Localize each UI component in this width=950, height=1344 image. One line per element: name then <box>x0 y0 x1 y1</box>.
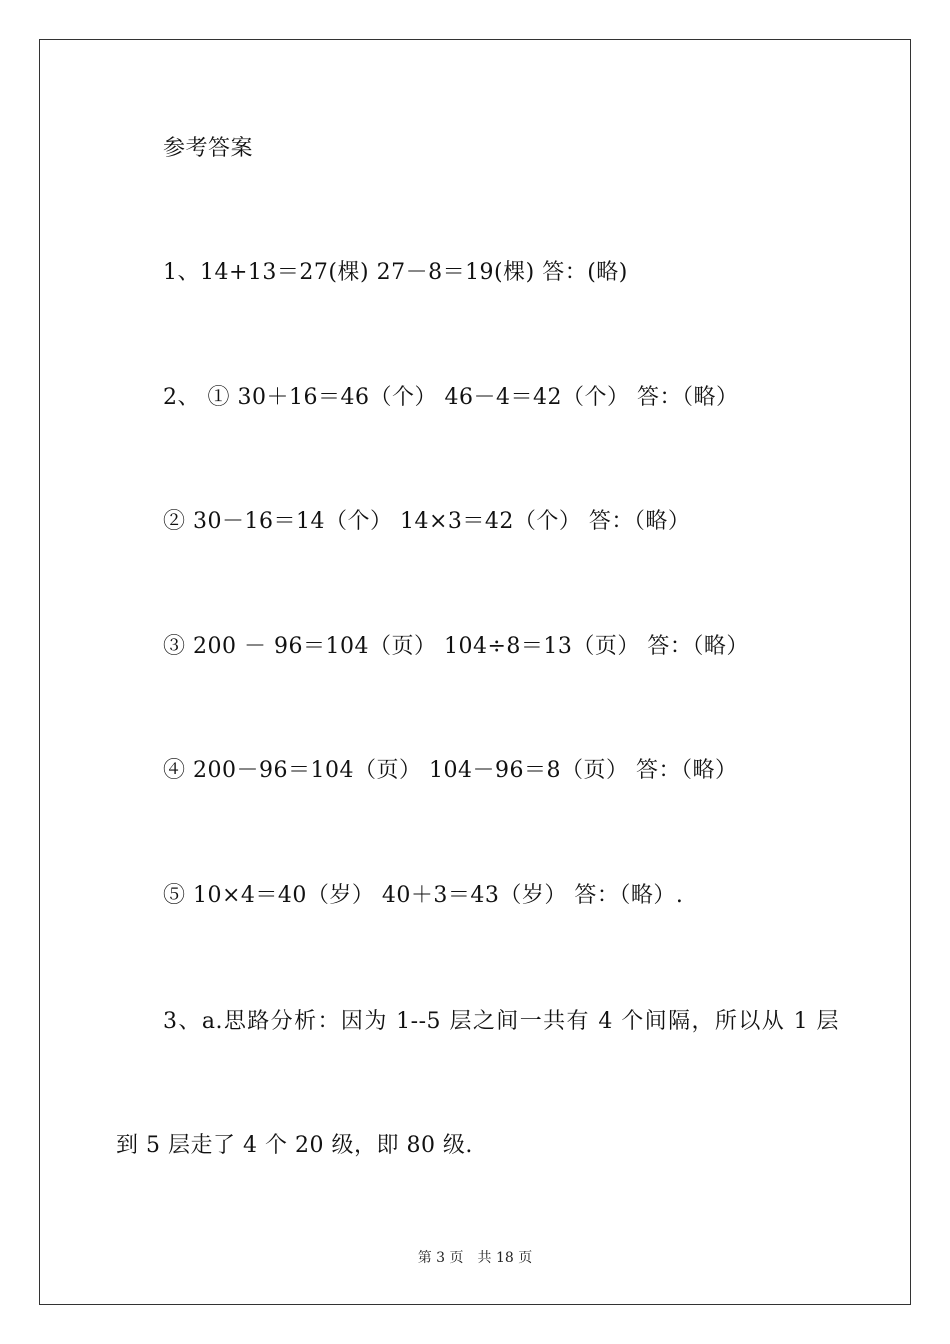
answer-line-7: 3、a.思路分析：因为 1--5 层之间一共有 4 个间隔，所以从 1 层 <box>163 1009 839 1034</box>
answer-line-8: 到 5 层走了 4 个 20 级，即 80 级. <box>116 1133 473 1158</box>
answer-line-2: 2、 ① 30＋16＝46（个） 46－4＝42（个） 答：（略） <box>163 385 739 410</box>
answer-line-4: ③ 200 － 96＝104（页） 104÷8＝13（页） 答：（略） <box>163 634 749 659</box>
answer-heading: 参考答案 <box>163 136 254 161</box>
answer-line-5: ④ 200－96＝104（页） 104－96＝8（页） 答：（略） <box>163 758 738 783</box>
answer-line-3: ② 30－16＝14（个） 14×3＝42（个） 答：（略） <box>163 509 691 534</box>
page-border <box>39 39 911 1305</box>
page-footer: 第 3 页 共 18 页 <box>417 1250 533 1266</box>
answer-line-6: ⑤ 10×4＝40（岁） 40＋3＝43（岁） 答：（略）. <box>163 883 684 908</box>
answer-line-1: 1、14+13＝27(棵) 27－8＝19(棵) 答：(略) <box>163 260 628 285</box>
